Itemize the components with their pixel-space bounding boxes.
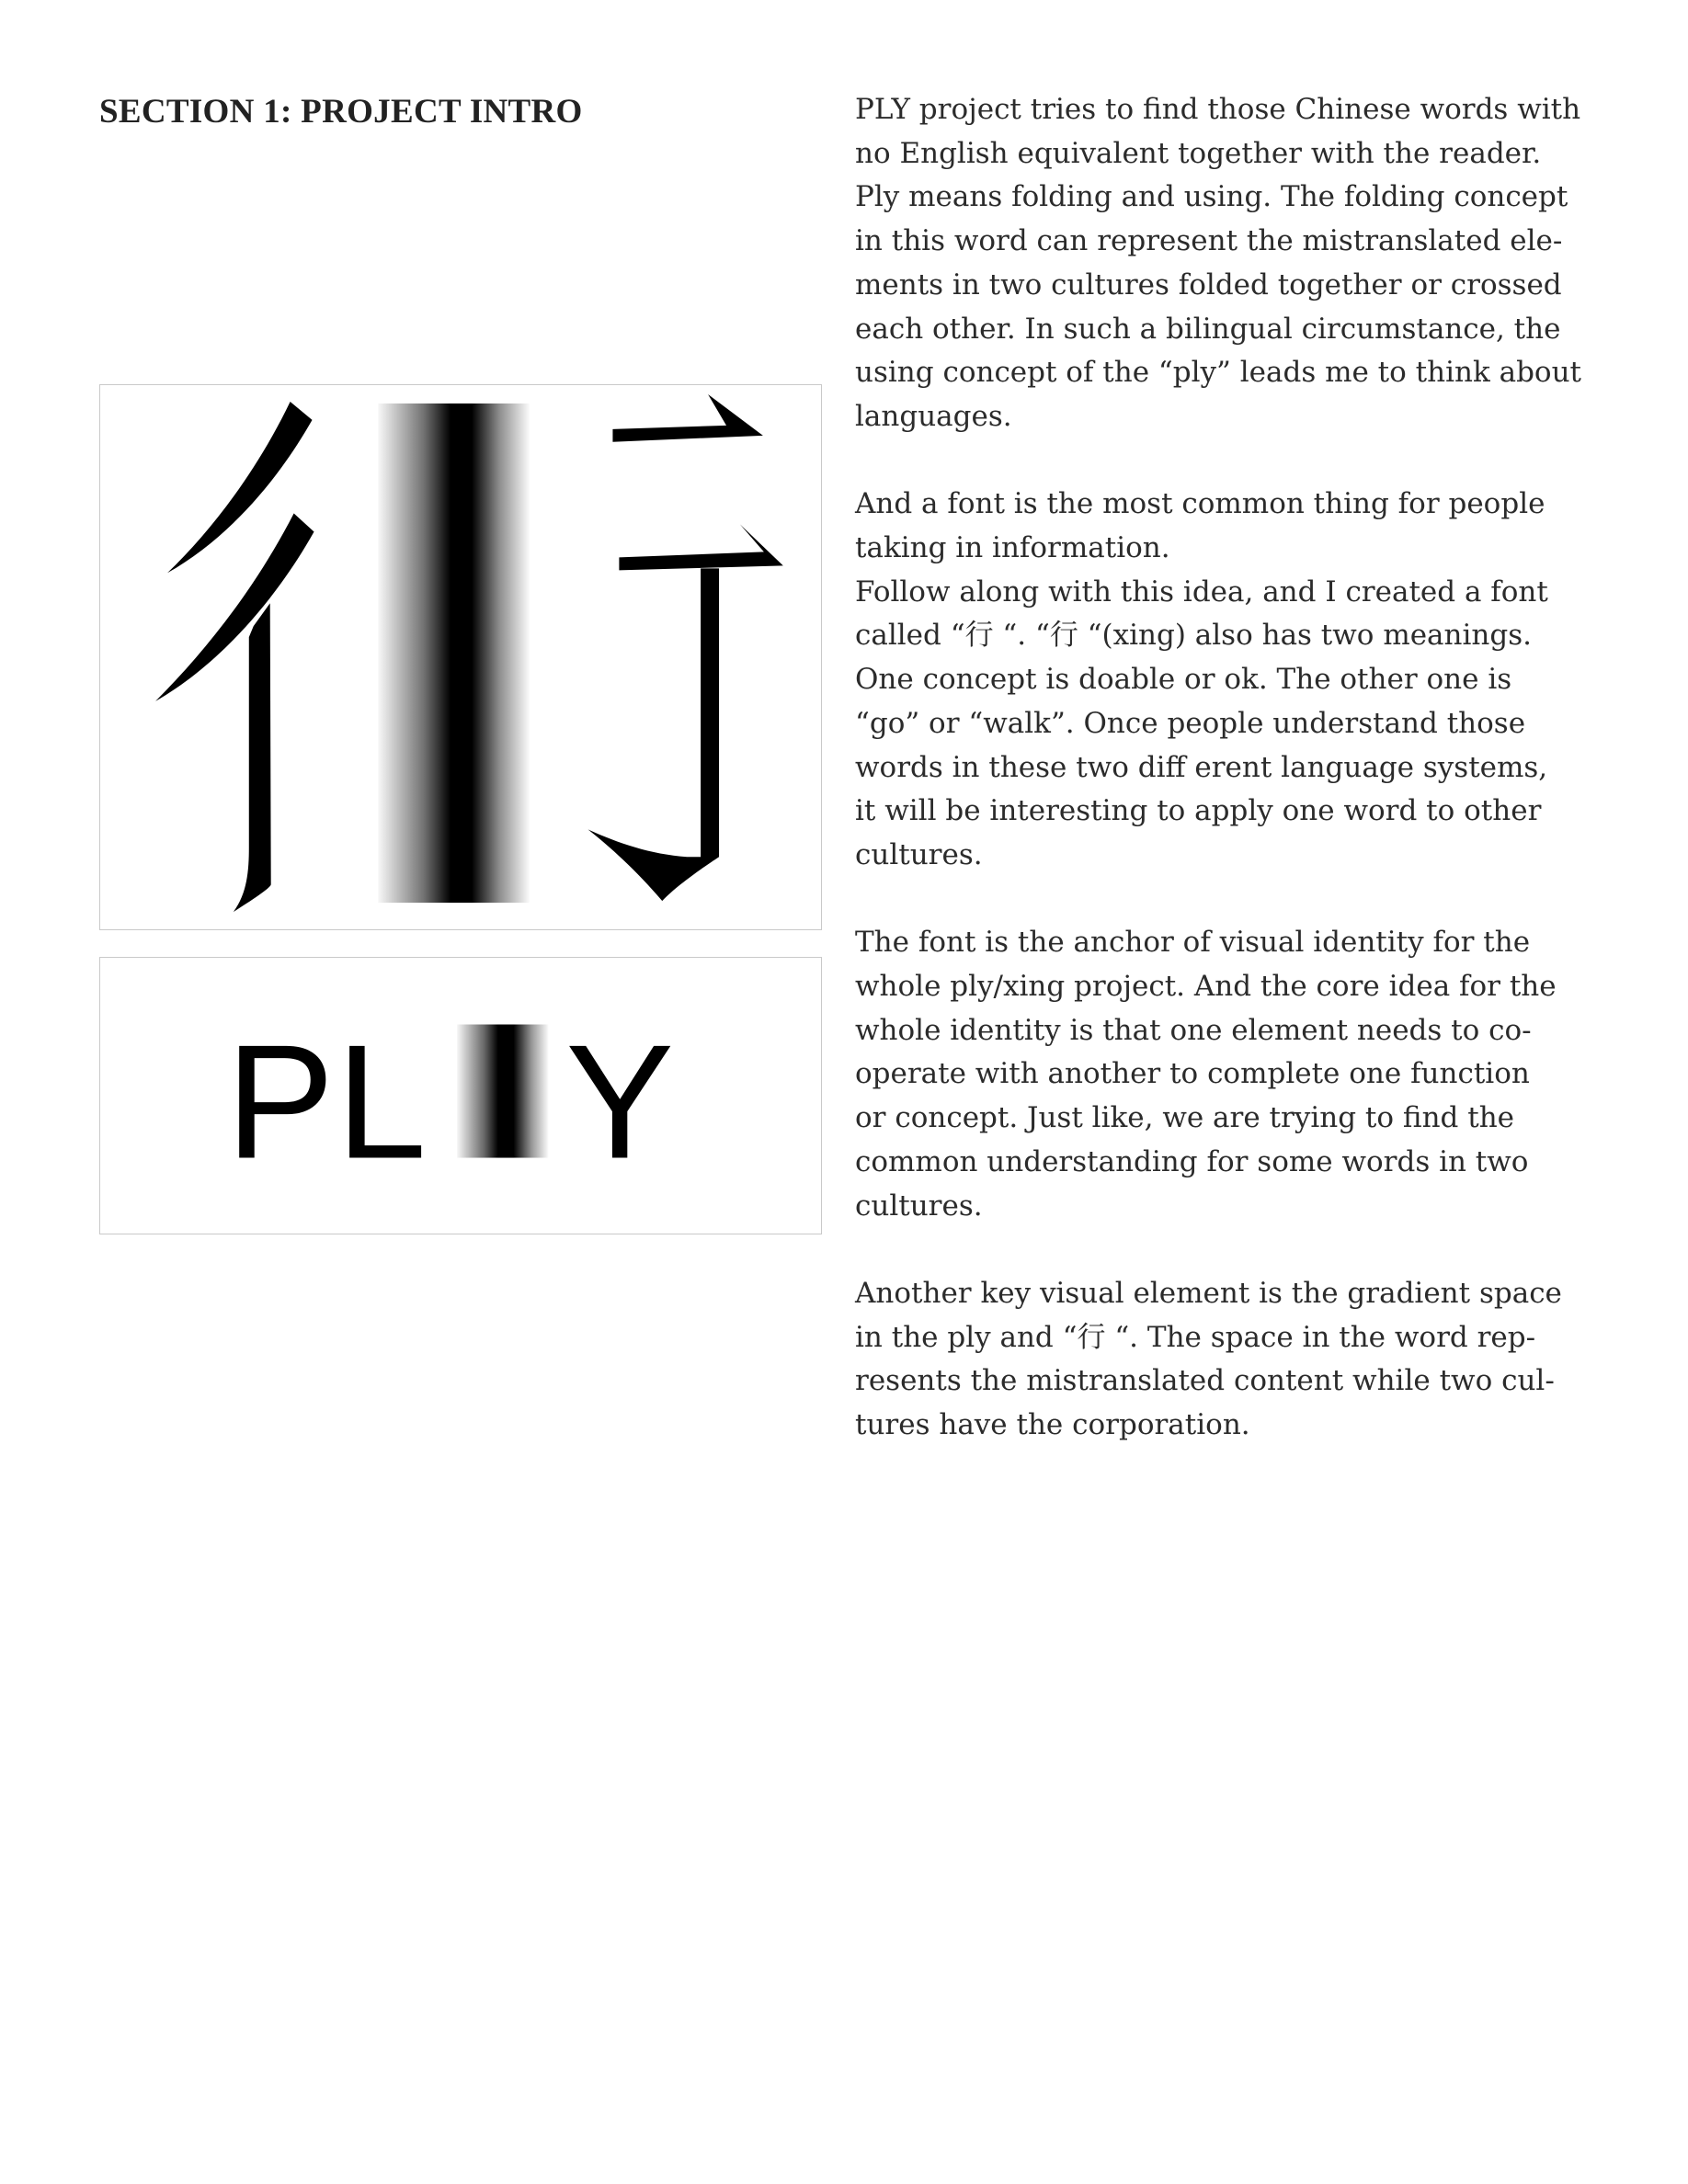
body-text-line: PLY project tries to find those Chinese words with: [855, 93, 1581, 126]
body-text-line: operate with another to complete one function: [855, 1057, 1530, 1091]
ply-gradient-space: [457, 1025, 548, 1158]
body-text-line: taking in information.: [855, 531, 1170, 565]
xing-stroke-hook-right: [588, 568, 720, 901]
ply-wordmark-artwork: [100, 958, 821, 1234]
xing-character-artwork: [100, 385, 821, 929]
body-text-line: resents the mistranslated content while two cul-: [855, 1364, 1555, 1398]
body-text-line: “go” or “walk”. Once people understand those: [855, 706, 1526, 740]
paragraph-gap: [855, 878, 1609, 922]
body-text-line: whole ply/xing project. And the core idea for the: [855, 970, 1557, 1004]
body-text-line: Follow along with this idea, and I created a font: [855, 574, 1548, 609]
body-text-line: ments in two cultures folded together or crossed: [855, 267, 1562, 301]
body-text-line: or concept. Just like, we are trying to find the: [855, 1101, 1515, 1135]
body-text-line: each other. In such a bilingual circumstance, the: [855, 312, 1561, 346]
body-text-line: no English equivalent together with the reader.: [855, 136, 1542, 170]
ply-letters-left: PL: [225, 1011, 428, 1193]
body-text-line: in this word can represent the mistranslated ele-: [855, 224, 1563, 258]
body-text-line: common understanding for some words in two: [855, 1144, 1529, 1178]
ply-letter-right: Y: [565, 1011, 675, 1193]
body-text-line: using concept of the “ply” leads me to think about: [855, 356, 1582, 390]
paragraph-gap: [855, 439, 1609, 483]
body-text-line: words in these two diff erent language systems,: [855, 750, 1548, 784]
xing-stroke-mid-right: [619, 524, 782, 570]
body-text-line: One concept is doable or ok. The other one is: [855, 663, 1512, 697]
body-text-line: tures have the corporation.: [855, 1408, 1250, 1442]
xing-stroke-vertical-left: [234, 603, 271, 912]
body-text-line: And a font is the most common thing for people: [855, 487, 1545, 521]
project-intro-body: [855, 88, 1609, 1448]
body-text-line: it will be interesting to apply one word to other: [855, 794, 1542, 828]
body-text-line: The font is the anchor of visual identity for the: [855, 926, 1531, 960]
body-text-line: in the ply and “行 “. The space in the word rep-: [855, 1320, 1536, 1354]
ply-wordmark-figure: [99, 957, 822, 1234]
xing-stroke-top-right: [612, 394, 762, 442]
body-text-line: languages.: [855, 399, 1012, 433]
paragraph-gap: [855, 1228, 1609, 1272]
body-text-line: whole identity is that one element needs to co-: [855, 1013, 1532, 1047]
section-title: SECTION 1: PROJECT INTRO: [99, 93, 583, 131]
gradient-space-bar: [378, 404, 529, 903]
xing-stroke-mid-left: [155, 514, 314, 701]
body-text-line: Ply means folding and using. The folding concept: [855, 180, 1568, 214]
xing-glyph-figure: [99, 384, 822, 930]
body-text-line: cultures.: [855, 837, 983, 871]
body-text-line: Another key visual element is the gradient space: [855, 1276, 1562, 1310]
body-text-line: cultures.: [855, 1189, 983, 1223]
body-text-line: called “行 “. “行 “(xing) also has two meanings.: [855, 619, 1532, 653]
